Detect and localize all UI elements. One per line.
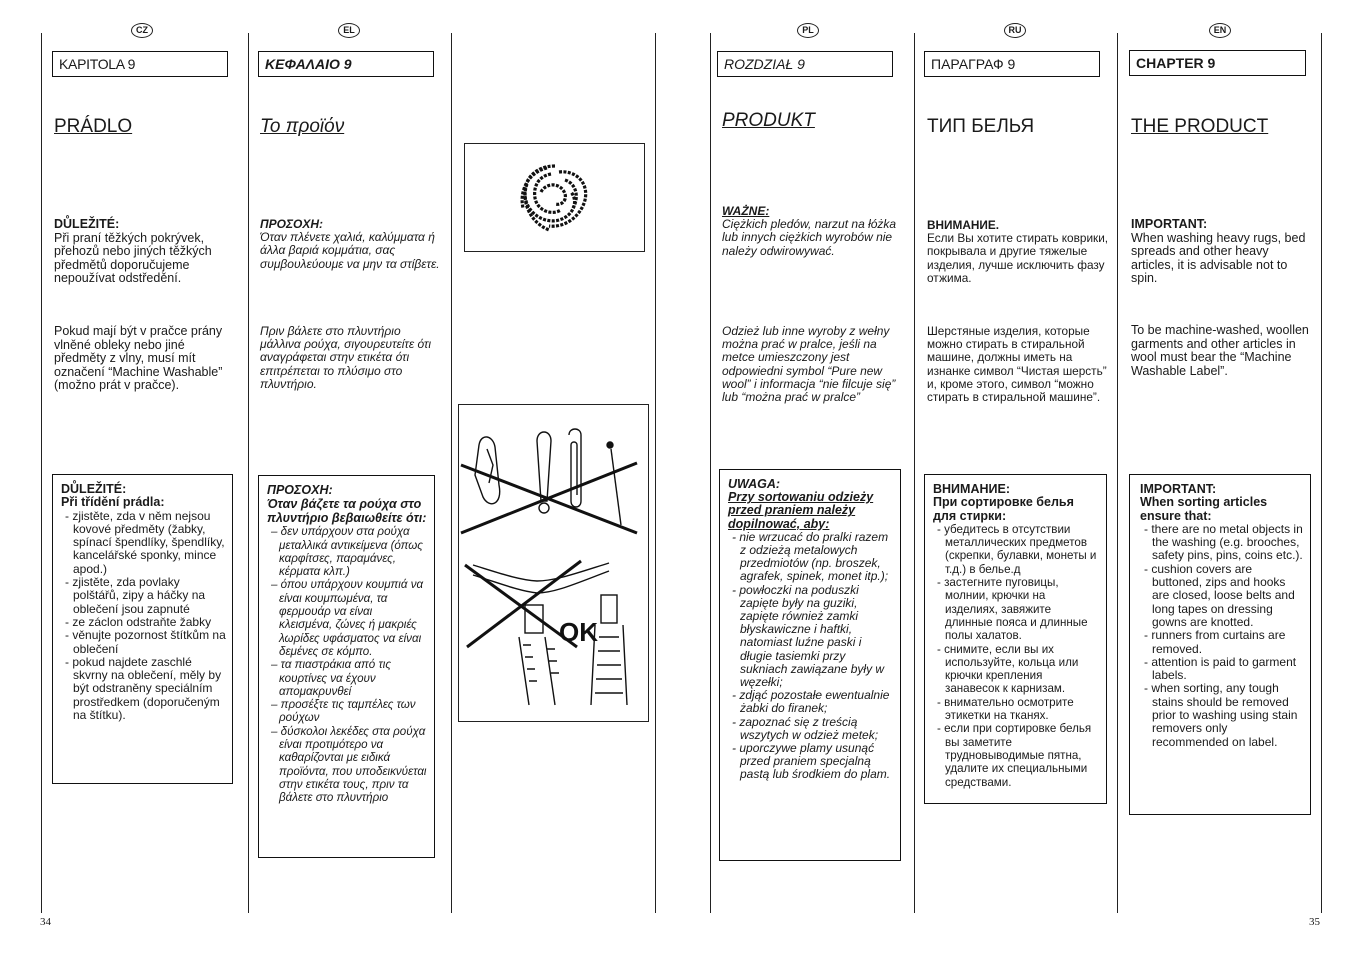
wool-paragraph: Шерстяные изделия, которые можно стирать в стиральной машине, должны иметь на изнанке символ “Чистая шерсть” и, кроме этого, символ “можно стирать в стиральной машине”. [927,324,1107,405]
column-divider [1117,33,1118,913]
list-item: – τα πιαστράκια από τις κουρτίνες να έχουν απομακρυνθεί [267,658,428,698]
sorting-list [61,510,226,723]
chapter-heading: KAPITOLA 9 [52,51,228,77]
important-heading: DŮLEŽITÉ: [54,217,120,231]
important-heading: WAŻNE: [722,204,770,218]
wool-symbol-panel [464,143,645,252]
sorting-heading: ВНИМАНИЕ: [933,482,1010,496]
column-divider [248,33,249,913]
important-heading: IMPORTANT: [1131,217,1208,231]
column-divider [914,33,915,913]
important-text: Όταν πλένετε χαλιά, καλύμματα ή άλλα βαριά κομμάτια, σας συμβουλεύουμε να μην τα στίβετε. [260,230,440,271]
wool-paragraph: Odzież lub inne wyroby z wełny można prać w pralce, jeśli na metce umieszczony jest odpowiedni symbol “Pure new wool” i informacja “nie filcuje się” lub “można prać w pralce” [722,324,896,405]
list-item: – προσέξτε τις ταμπέλες των ρούχων [267,698,428,725]
section-title: PRODUKT [722,110,815,131]
important-note [927,219,1109,285]
list-item: - застегните пуговицы, молнии, крючки на изделиях, завяжите длинные пояса и длинные полы халатов. [933,576,1100,642]
lang-badge-en: EN [1209,23,1231,38]
list-item: - uporczywe plamy usunąć przed praniem specjalną pastą lub środkiem do plam. [728,742,894,782]
important-text: When washing heavy rugs, bed spreads and other heavy articles, it is advisable not to spin. [1131,230,1306,285]
wool-paragraph: Pokud mají být v pračce prány vlněné obleky nebo jiné předměty z vlny, musí mít označení “Machine Washable” (možno prát v pračce). [54,324,223,392]
column-divider [710,33,711,913]
section-title: PRÁDLO [54,116,133,137]
list-item: - убедитесь в отсутствии металлических предметов (скрепки, булавки, монеты и т.д.) в белье.д [933,523,1100,576]
lang-badge-ru: RU [1004,23,1026,38]
list-item: – όπου υπάρχουν κουμπιά να είναι κουμπωμένα, τα φερμουάρ να είναι κλεισμένα, ζώνες ή μακριές λωρίδες υφάσματος να είναι δεμένες σε κόμπο. [267,578,428,658]
list-item: - pokud najdete zaschlé skvrny na oblečení, měly by být odstraněny speciálním prostředkem (doporučeným na štítku). [61,656,226,722]
important-text: Если Вы хотите стирать коврики, покрывала и другие тяжелые изделия, лучше исключить фазу отжима. [927,231,1109,285]
sorting-heading: UWAGA: [728,477,781,491]
section-title: THE PRODUCT [1131,116,1269,137]
wool-paragraph: To be machine-washed, woollen garments and other articles in wool must bear the “Machine Washable Label”. [1131,323,1309,378]
list-item: - runners from curtains are removed. [1140,629,1304,656]
chapter-heading: ПАРАГРАФ 9 [924,51,1100,77]
sorting-subheading: Przy sortowaniu odzieży przed praniem należy dopilnować, aby: [728,490,874,531]
section-title: Το προϊόν [260,116,345,137]
list-item: - zjistěte, zda v něm nejsou kovové předměty (žabky, spínací špendlíky, špendlíky, kancelářské sponky, mince apod.) [61,510,226,576]
list-item: – δεν υπάρχουν στα ρούχα μεταλλικά αντικείμενα (όπως καρφίτσες, παραμάνες, κέρματα κλπ.) [267,525,428,578]
sorting-list [1140,523,1304,749]
column-divider [41,33,42,913]
sorting-subheading: When sorting articles ensure that: [1140,495,1268,523]
sorting-box [52,474,233,784]
page-number-left: 34 [40,916,51,928]
lang-badge-cz: CZ [131,23,153,38]
closed-zipper-drawing [591,595,627,705]
chapter-heading: CHAPTER 9 [1129,50,1306,76]
column-divider [655,33,656,913]
important-heading: ΠΡΟΣΟΧΗ: [260,217,324,231]
important-text: Ciężkich pledów, narzut na łóżka lub innych ciężkich wyrobów nie należy odwirowywać. [722,217,897,258]
sorting-illustration-panel [458,404,649,722]
page-number-right: 35 [1309,916,1320,928]
lang-badge-el: EL [338,23,360,38]
wool-symbol-icon [465,144,646,253]
lang-badge-pl: PL [797,23,819,38]
sorting-list [728,531,894,782]
ok-label: OK [559,617,598,647]
sorting-heading: ΠΡΟΣΟΧΗ: [267,483,333,497]
important-heading: ВНИМАНИЕ. [927,218,1000,232]
sorting-box [258,475,435,858]
chapter-heading: ΚΕΦΑΛΑΙΟ 9 [258,51,434,77]
sorting-subheading: Při třídění prádla: [61,495,165,510]
sorting-box [1129,474,1311,815]
sorting-subheading: Όταν βάζετε τα ρούχα στο πλυντήριο βεβαιωθείτε ότι: [267,497,427,526]
list-item: - снимите, если вы их используйте, кольца или крючки крепления занавесок к карнизам. [933,643,1100,696]
wool-paragraph: Πριν βάλετε στο πλυντήριο μάλλινα ρούχα, σιγουρευτείτε ότι αναγράφεται στην ετικέτα ότι επιτρέπεται το πλύσιμο στο πλυντήριο. [260,324,432,391]
column-divider [451,33,452,913]
column-divider [1321,33,1322,913]
list-item: - ze záclon odstraňte žabky [61,616,226,629]
sorting-box [719,469,901,861]
list-item: - when sorting, any tough stains should be removed prior to washing using stain removers only recommended on label. [1140,682,1304,748]
chapter-heading: ROZDZIAŁ 9 [717,51,893,77]
sorting-illustration [459,405,650,723]
important-note [1131,218,1309,286]
list-item: - there are no metal objects in the washing (e.g. brooches, safety pins, pins, coins etc.). [1140,523,1304,563]
sorting-subheading: При сортировке белья для стирки: [933,495,1074,523]
list-item: - cushion covers are buttoned, zips and hooks are closed, loose belts and long tapes on dressing gowns are knotted. [1140,563,1304,629]
important-note [260,218,440,271]
section-title: ТИП БЕЛЬЯ [927,116,1035,137]
list-item: - внимательно осмотрите этикетки на тканях. [933,696,1100,723]
list-item: - attention is paid to garment labels. [1140,656,1304,683]
list-item: - věnujte pozornost štítkům na oblečení [61,629,226,656]
list-item: - если при сортировке белья вы заметите трудновыводимые пятна, удалите их специальными средствами. [933,722,1100,788]
list-item: – δύσκολοι λεκέδες στα ρούχα είναι προτιμότερο να καθαρίζονται με ειδικά προϊόντα, που υποδεικνύεται στην ετικέτα τους, πριν τα βάλετε στο πλυντήριο [267,725,428,805]
list-item: - powłoczki na poduszki zapięte były na guziki, zapięte również zamki błyskawiczne i haftki, natomiast luźne paski i długie tasiemki przy sukniach zawiązane były w węzełki; [728,584,894,690]
sorting-heading: IMPORTANT: [1140,482,1217,496]
list-item: - zapoznać się z treścią wszytych w odzież metek; [728,716,894,742]
list-item: - zdjąć pozostałe ewentualnie żabki do firanek; [728,689,894,715]
important-text: Při praní těžkých pokrývek, přehozů nebo jiných těžkých předmětů doporučujeme nepoužívat odstředění. [54,230,212,285]
important-note [54,218,239,286]
list-item: - zjistěte, zda povlaky polštářů, zipy a háčky na oblečení jsou zapnuté [61,576,226,616]
important-note [722,205,900,258]
list-item: - nie wrzucać do pralki razem z odzieżą metalowych przedmiotów (np. broszek, agrafek, spinek, monet itp.); [728,531,894,584]
sorting-list [933,523,1100,789]
sorting-list [267,525,428,804]
sorting-heading: DŮLEŽITÉ: [61,482,127,496]
sorting-box [924,474,1107,804]
